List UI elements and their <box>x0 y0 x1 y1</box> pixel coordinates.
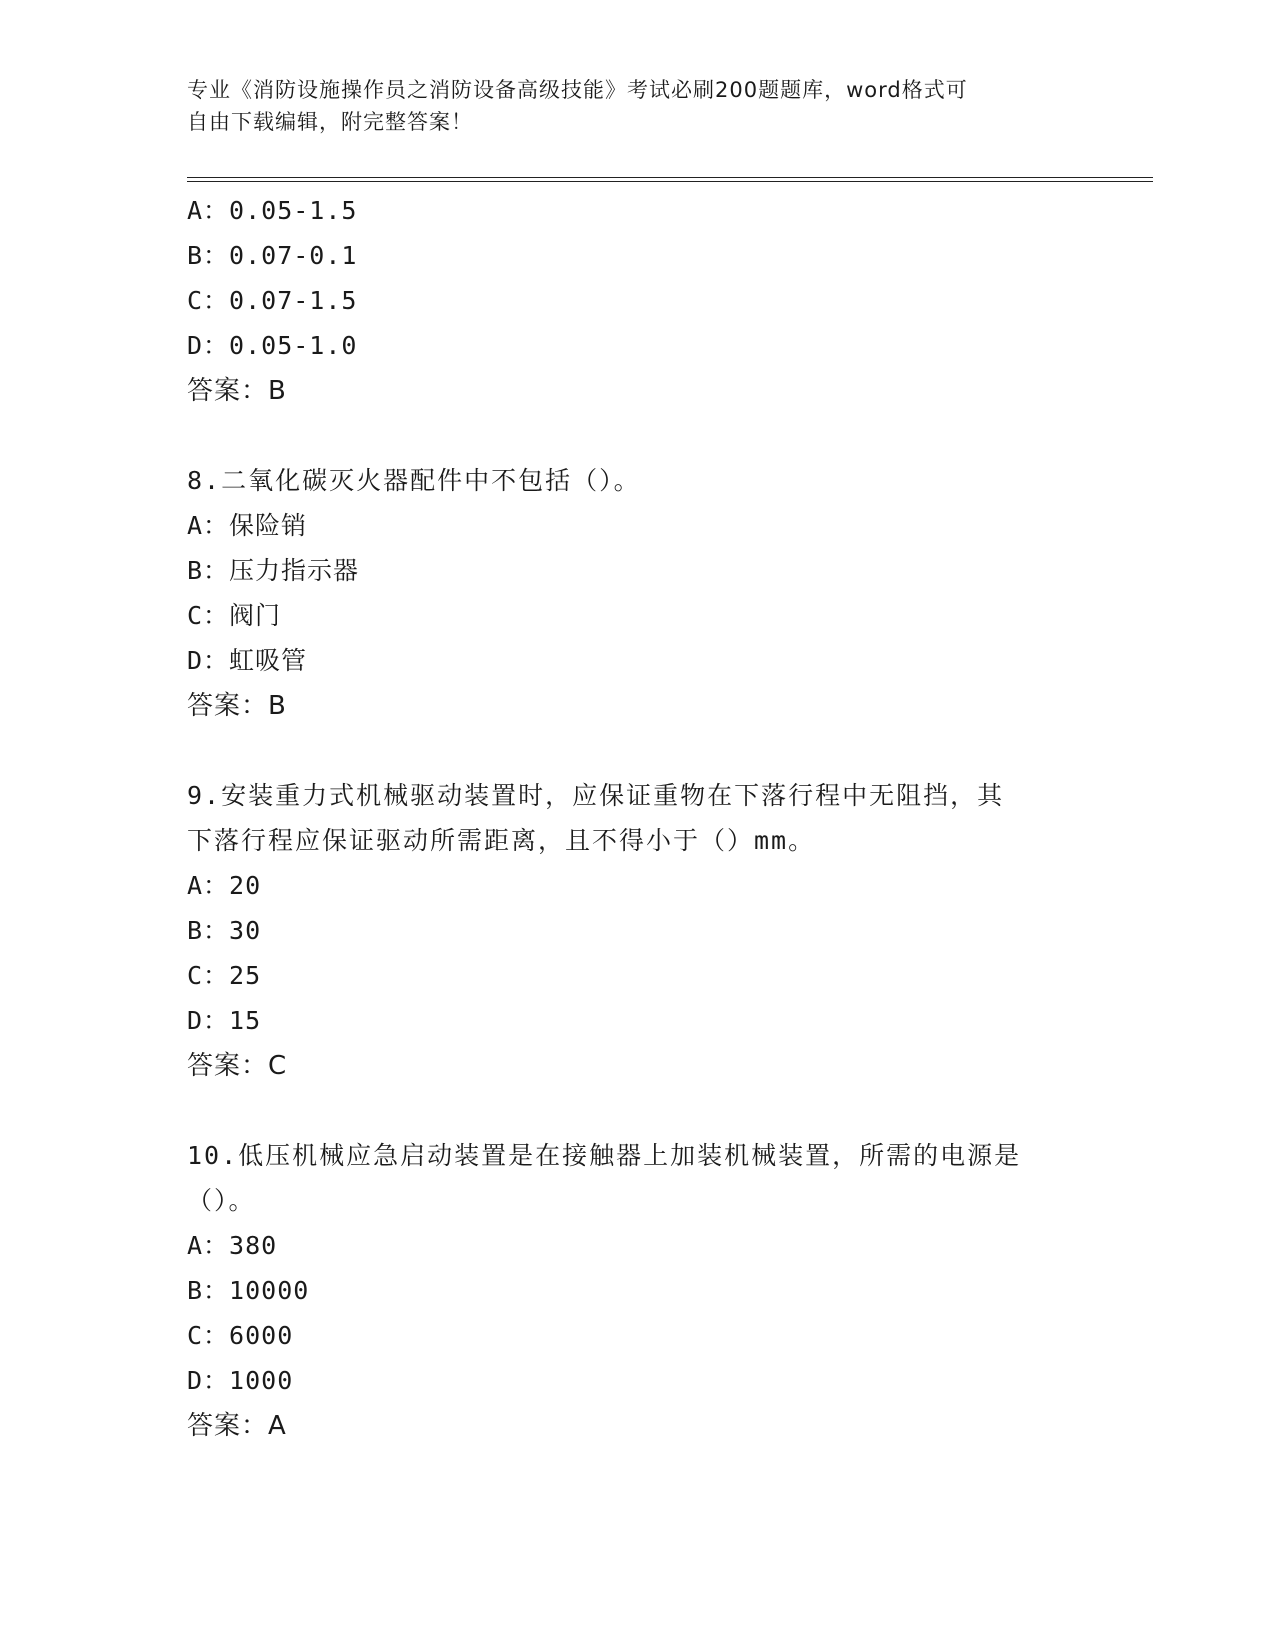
question-text: 8.二氧化碳灭火器配件中不包括（）。 <box>187 466 641 495</box>
option-b: B：0.07-0.1 <box>187 241 358 270</box>
question-7 <box>187 188 1117 414</box>
option-d: D：1000 <box>187 1366 294 1395</box>
answer-line: 答案：C <box>187 1051 288 1081</box>
option-b: B：30 <box>187 916 262 945</box>
question-list <box>187 188 1117 1449</box>
option-c: C：25 <box>187 961 262 990</box>
question-text-line-1: 10.低压机械应急启动装置是在接触器上加装机械装置，所需的电源是 <box>187 1141 1022 1170</box>
document-header <box>187 74 1067 138</box>
question-9 <box>187 773 1117 1089</box>
question-10 <box>187 1133 1117 1449</box>
spacer <box>187 729 1117 773</box>
answer-line: 答案：B <box>187 691 287 721</box>
option-a: A：380 <box>187 1231 278 1260</box>
answer-line: 答案：A <box>187 1411 287 1441</box>
option-c: C：阀门 <box>187 601 282 630</box>
answer-line: 答案：B <box>187 376 287 406</box>
option-a: A：保险销 <box>187 511 308 540</box>
header-line-2: 自由下载编辑，附完整答案！ <box>187 110 473 134</box>
question-text-line-2: （）。 <box>187 1186 256 1215</box>
header-line-1: 专业《消防设施操作员之消防设备高级技能》考试必刷200题题库，word格式可 <box>187 78 968 102</box>
header-divider-bottom <box>187 181 1153 182</box>
header-divider-top <box>187 177 1153 178</box>
option-a: A：20 <box>187 871 262 900</box>
question-text-line-1: 9.安装重力式机械驱动装置时，应保证重物在下落行程中无阻挡，其 <box>187 781 1005 810</box>
spacer <box>187 414 1117 458</box>
option-b: B：压力指示器 <box>187 556 360 585</box>
option-a: A：0.05-1.5 <box>187 196 358 225</box>
spacer <box>187 1089 1117 1133</box>
option-d: D：0.05-1.0 <box>187 331 358 360</box>
option-d: D：虹吸管 <box>187 646 308 675</box>
option-c: C：0.07-1.5 <box>187 286 358 315</box>
option-c: C：6000 <box>187 1321 294 1350</box>
question-8 <box>187 458 1117 729</box>
option-d: D：15 <box>187 1006 262 1035</box>
option-b: B：10000 <box>187 1276 310 1305</box>
question-text-line-2: 下落行程应保证驱动所需距离，且不得小于（）mm。 <box>187 826 816 855</box>
